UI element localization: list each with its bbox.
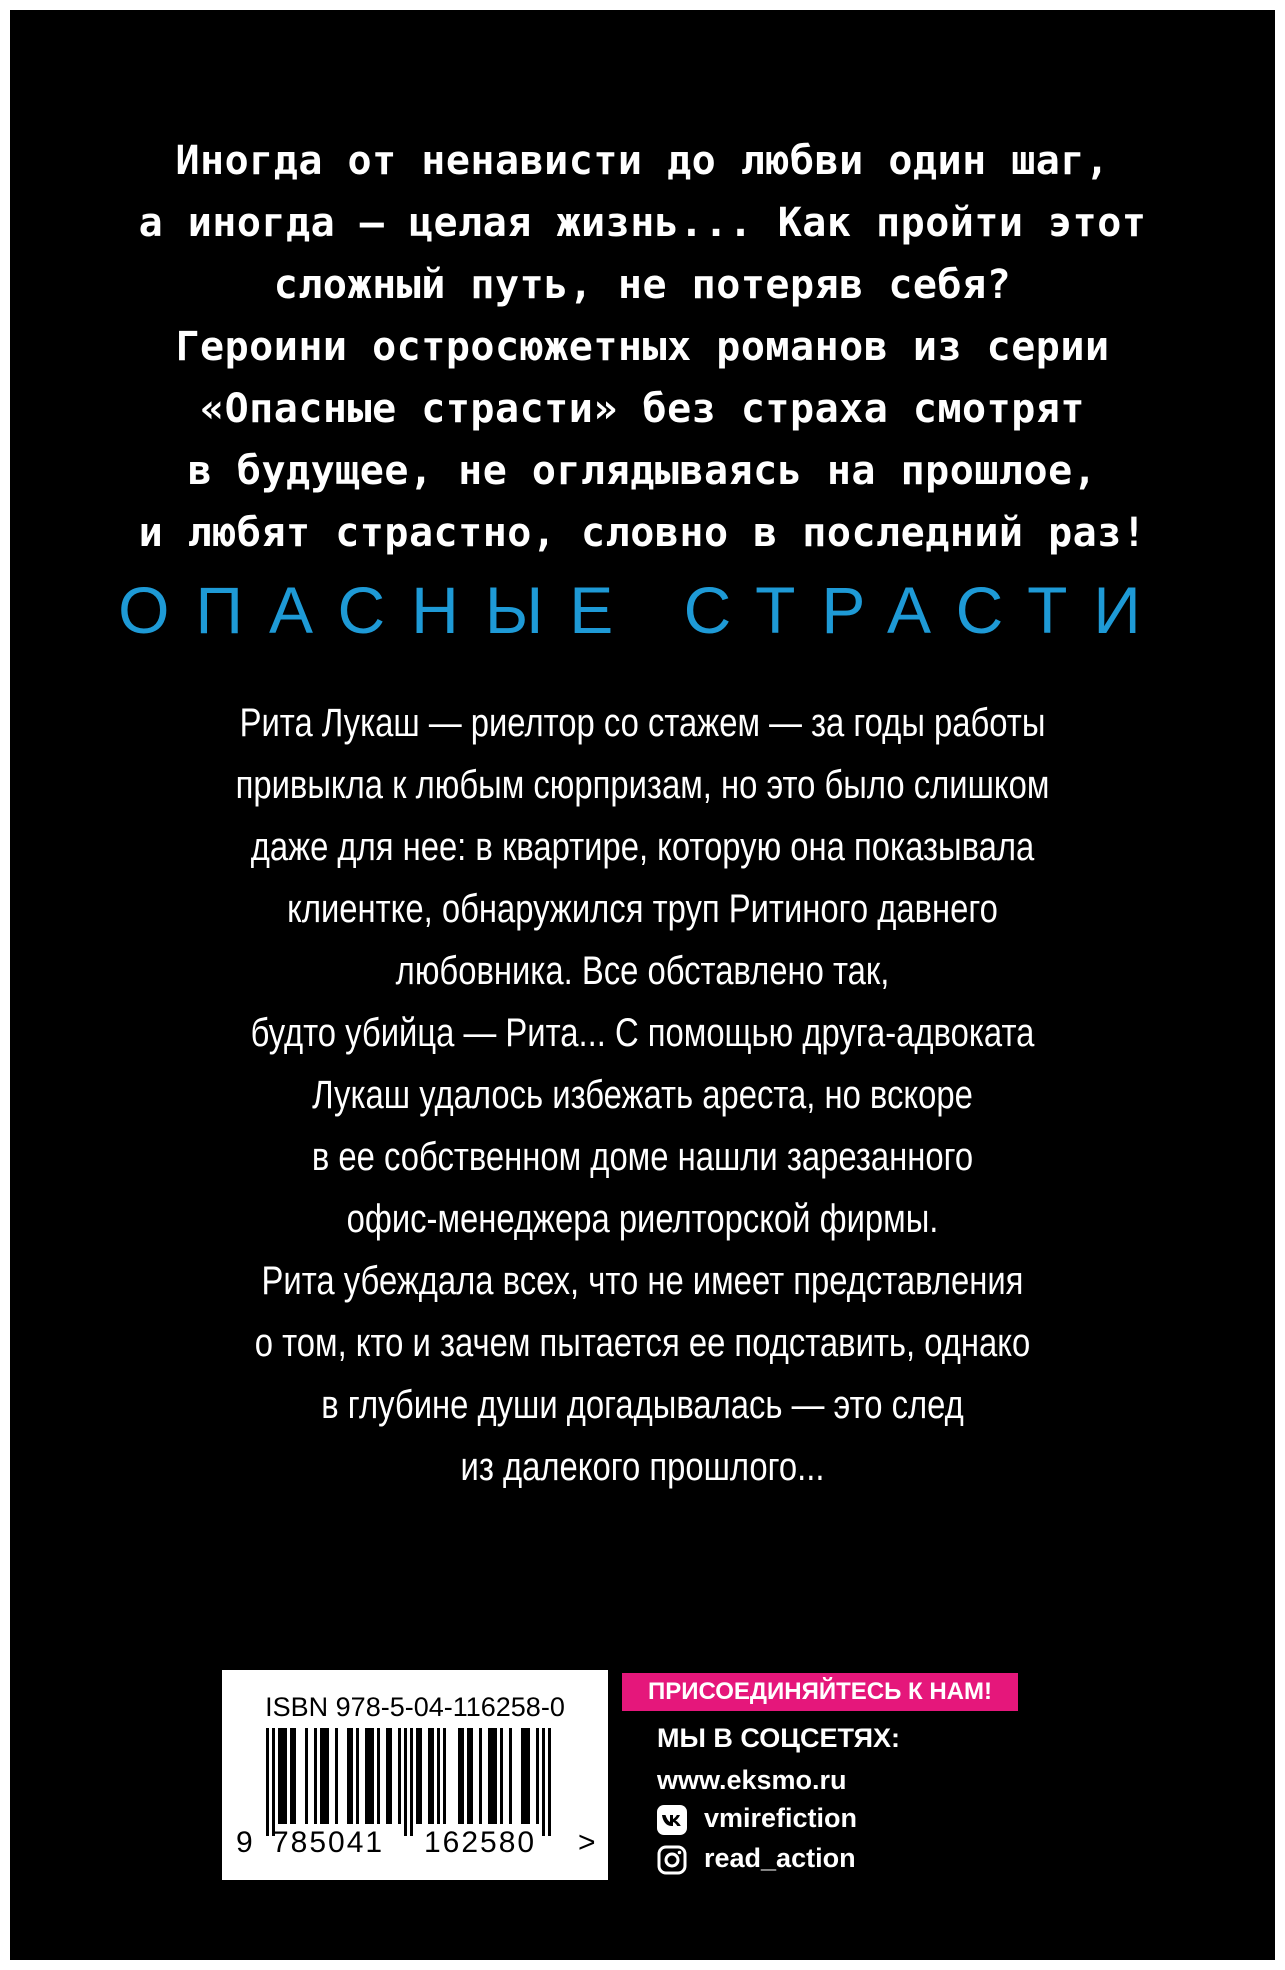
tagline-line: а иногда – целая жизнь... Как пройти этот — [138, 200, 1147, 246]
barcode-bar — [536, 1728, 539, 1824]
blurb-line: привыкла к любым сюрпризам, но это было слишком — [235, 763, 1050, 807]
barcode-bars — [236, 1728, 594, 1836]
barcode-left-group: 785041 — [272, 1826, 385, 1859]
barcode-bar — [404, 1728, 407, 1836]
barcode-bar — [398, 1728, 401, 1824]
barcode-bar — [305, 1728, 308, 1824]
barcode-bar — [290, 1728, 293, 1824]
barcode-bar — [461, 1728, 464, 1824]
blurb-line: будто убийца — Рита... С помощью друга-адвоката — [250, 1011, 1035, 1055]
tagline-line: Иногда от ненависти до любви один шаг, — [175, 138, 1110, 184]
book-back-cover — [10, 10, 1275, 1960]
blurb-line: в глубине души догадывалась — это след — [321, 1383, 964, 1427]
barcode-bar — [389, 1728, 392, 1824]
instagram-icon — [657, 1845, 687, 1875]
blurb-line: о том, кто и зачем пытается ее подставить, однако — [254, 1321, 1031, 1365]
barcode-bar — [443, 1728, 446, 1824]
blurb-line: Рита убеждала всех, что не имеет представления — [261, 1259, 1024, 1303]
barcode-bar — [368, 1728, 371, 1824]
instagram-handle[interactable]: read_action — [704, 1843, 856, 1873]
barcode-bar — [266, 1728, 269, 1836]
barcode-bar — [284, 1728, 287, 1824]
barcode-bar — [428, 1728, 431, 1824]
barcode-bar — [491, 1728, 494, 1824]
barcode-bar — [467, 1728, 470, 1824]
barcode-bar — [548, 1728, 551, 1836]
barcode-bar — [278, 1728, 281, 1824]
barcode-bar — [365, 1728, 368, 1824]
barcode-bar — [347, 1728, 350, 1824]
barcode-bar — [524, 1728, 527, 1824]
tagline-line: «Опасные страсти» без страха смотрят — [200, 386, 1085, 432]
barcode-bar — [293, 1728, 296, 1824]
barcode-bar — [326, 1728, 329, 1824]
tagline-line: Героини остросюжетных романов из серии — [175, 324, 1110, 370]
barcode-bar — [272, 1728, 275, 1836]
blurb-line: в ее собственном доме нашли зарезанного — [311, 1135, 974, 1179]
barcode-bar — [386, 1728, 389, 1824]
barcode-bar — [509, 1728, 512, 1824]
barcode-bar — [410, 1728, 413, 1836]
barcode-bar — [458, 1728, 461, 1824]
barcode-bar — [494, 1728, 497, 1824]
tagline-line: и любят страстно, словно в последний раз! — [138, 510, 1147, 556]
barcode-bar — [488, 1728, 491, 1824]
barcode-bar — [323, 1728, 326, 1824]
barcode-bar — [437, 1728, 440, 1824]
join-us-banner: ПРИСОЕДИНЯЙТЕСЬ К НАМ! — [622, 1673, 1018, 1711]
barcode-bar — [431, 1728, 434, 1824]
blurb-line: Лукаш удалось избежать ареста, но вскоре — [312, 1073, 973, 1117]
barcode-bar — [521, 1728, 524, 1824]
book-blurb — [124, 692, 1161, 1498]
barcode-bar — [416, 1728, 419, 1824]
vk-handle[interactable]: vmirefiction — [704, 1803, 858, 1833]
social-heading: МЫ В СОЦСЕТЯХ: — [657, 1723, 901, 1753]
barcode-bar — [314, 1728, 317, 1824]
barcode-bar — [281, 1728, 284, 1824]
website-link[interactable]: www.eksmo.ru — [657, 1765, 847, 1795]
blurb-line: даже для нее: в квартире, которую она показывала — [250, 825, 1035, 869]
blurb-line: из далекого прошлого... — [460, 1445, 825, 1489]
tagline-line: сложный путь, не потеряв себя? — [273, 262, 1012, 308]
isbn-number: ISBN 978-5-04-116258-0 — [265, 1692, 565, 1722]
barcode-bar — [350, 1728, 353, 1824]
barcode-right-group: 162580 — [424, 1826, 537, 1859]
barcode-bar — [500, 1728, 503, 1824]
vk-icon — [657, 1805, 687, 1835]
barcode-bar — [479, 1728, 482, 1824]
social-block — [622, 1665, 1022, 1895]
barcode-bar — [527, 1728, 530, 1824]
barcode-quiet-zone-marker: > — [578, 1826, 598, 1859]
tagline-line: в будущее, не оглядываясь на прошлое, — [187, 448, 1098, 494]
barcode-bar — [419, 1728, 422, 1824]
series-tagline — [10, 130, 1275, 564]
isbn-barcode — [222, 1670, 608, 1880]
barcode-lead-digit: 9 — [236, 1826, 255, 1859]
barcode-bar — [377, 1728, 380, 1824]
barcode-bar — [371, 1728, 374, 1824]
barcode-bar — [335, 1728, 338, 1824]
barcode-bar — [356, 1728, 359, 1824]
blurb-line: клиентке, обнаружился труп Ритиного давнего — [287, 887, 998, 931]
barcode-bar — [470, 1728, 473, 1824]
barcode-bar — [320, 1728, 323, 1824]
blurb-line: офис-менеджера риелторской фирмы. — [346, 1197, 939, 1241]
blurb-line: Рита Лукаш — риелтор со стажем — за годы работы — [239, 701, 1046, 745]
blurb-line: любовника. Все обставлено так, — [395, 949, 890, 993]
barcode-bar — [542, 1728, 545, 1836]
series-title: ОПАСНЫЕ СТРАСТИ — [118, 573, 1167, 647]
